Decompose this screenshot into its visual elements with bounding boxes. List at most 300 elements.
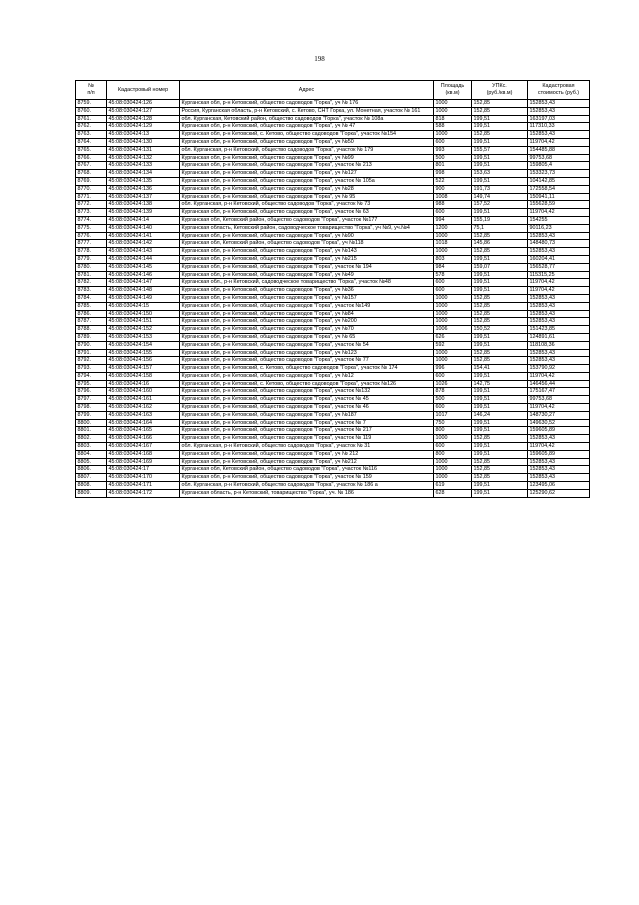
- row-num: 8768.: [76, 170, 107, 178]
- row-area: 998: [434, 170, 472, 178]
- row-cost: 90116,23: [528, 224, 590, 232]
- header-address: Адрес: [180, 81, 434, 100]
- row-upks: 153,63: [472, 170, 528, 178]
- row-cadastral: 45:08:030424:153: [107, 333, 180, 341]
- row-upks: 152,85: [472, 466, 528, 474]
- row-area: 1026: [434, 380, 472, 388]
- row-address: Курганская обл, р-н Кетовский, общество садоводов "Горка", уч №99: [180, 154, 434, 162]
- row-upks: 152,85: [472, 100, 528, 108]
- table-row: [76, 326, 590, 334]
- row-num: 8765.: [76, 146, 107, 154]
- row-area: 600: [434, 209, 472, 217]
- table-row: [76, 248, 590, 256]
- row-cost: 153323,73: [528, 170, 590, 178]
- table-row: [76, 170, 590, 178]
- row-address: Курганская обл, Кетовский район, общество садоводов "Горка", уч №118: [180, 240, 434, 248]
- row-address: Курганская обл, р-н Кетовский, с. Кетово, общество садоводов "Горка", участок № 174: [180, 365, 434, 373]
- row-cost: 99753,68: [528, 154, 590, 162]
- table-row: [76, 107, 590, 115]
- row-cadastral: 45:08:030424:155: [107, 349, 180, 357]
- row-area: 1000: [434, 232, 472, 240]
- row-num: 8785.: [76, 302, 107, 310]
- row-area: 803: [434, 255, 472, 263]
- row-upks: 75,1: [472, 224, 528, 232]
- table-row: [76, 115, 590, 123]
- table-row: [76, 427, 590, 435]
- row-area: 750: [434, 419, 472, 427]
- row-cost: 152853,43: [528, 248, 590, 256]
- row-num: 8767.: [76, 162, 107, 170]
- row-cost: 159605,89: [528, 427, 590, 435]
- table-row: [76, 411, 590, 419]
- row-upks: 149,74: [472, 193, 528, 201]
- table-row: [76, 177, 590, 185]
- row-area: 578: [434, 271, 472, 279]
- row-area: 1000: [434, 474, 472, 482]
- table-row: [76, 201, 590, 209]
- row-upks: 199,51: [472, 482, 528, 490]
- row-address: Курганская обл, р-н Кетовский, общество садоводов "Горка", уч №28: [180, 185, 434, 193]
- row-cost: 154255: [528, 216, 590, 224]
- table-row: [76, 279, 590, 287]
- row-cadastral: 45:08:030424:171: [107, 482, 180, 490]
- row-address: Курганская обл, Кетовский район, общество садоводов "Горка", участок №116: [180, 466, 434, 474]
- row-area: 1006: [434, 326, 472, 334]
- row-cost: 152853,43: [528, 435, 590, 443]
- row-cost: 159605,89: [528, 450, 590, 458]
- row-address: Курганская обл, р-н Кетовский, общество садоводов "Горка", участок №149: [180, 302, 434, 310]
- row-cost: 119704,42: [528, 209, 590, 217]
- row-cost: 152853,43: [528, 458, 590, 466]
- table-row: [76, 466, 590, 474]
- row-num: 8776.: [76, 232, 107, 240]
- table-row: [76, 349, 590, 357]
- row-cadastral: 45:08:030424:14: [107, 216, 180, 224]
- row-cost: 152853,43: [528, 349, 590, 357]
- row-cadastral: 45:08:030424:139: [107, 209, 180, 217]
- row-upks: 199,51: [472, 372, 528, 380]
- row-cadastral: 45:08:030424:157: [107, 365, 180, 373]
- table-row: [76, 435, 590, 443]
- table-row: [76, 224, 590, 232]
- row-upks: 152,85: [472, 458, 528, 466]
- row-cadastral: 45:08:030424:142: [107, 240, 180, 248]
- row-cost: 152853,43: [528, 131, 590, 139]
- row-num: 8806.: [76, 466, 107, 474]
- row-cadastral: 45:08:030424:154: [107, 341, 180, 349]
- table-row: [76, 294, 590, 302]
- row-upks: 155,57: [472, 146, 528, 154]
- row-cadastral: 45:08:030424:128: [107, 115, 180, 123]
- row-address: Курганская обл, р-н Кетовский, общество садоводов "Горка", уч №187: [180, 411, 434, 419]
- row-num: 8803.: [76, 443, 107, 451]
- row-cost: 146456,44: [528, 380, 590, 388]
- row-cadastral: 45:08:030424:161: [107, 396, 180, 404]
- row-cadastral: 45:08:030424:133: [107, 162, 180, 170]
- row-upks: 145,86: [472, 240, 528, 248]
- row-area: 1000: [434, 466, 472, 474]
- row-upks: 152,85: [472, 131, 528, 139]
- row-upks: 146,24: [472, 411, 528, 419]
- row-cadastral: 45:08:030424:166: [107, 435, 180, 443]
- row-area: 1000: [434, 435, 472, 443]
- row-cost: 152853,43: [528, 474, 590, 482]
- row-cost: 152853,43: [528, 318, 590, 326]
- row-address: обл. Курганская, р-н Кетовский, общество садоводов "Горка", участок № 186 а: [180, 482, 434, 490]
- row-cost: 152853,43: [528, 302, 590, 310]
- row-area: 626: [434, 333, 472, 341]
- row-cadastral: 45:08:030424:132: [107, 154, 180, 162]
- row-cost: 115315,25: [528, 271, 590, 279]
- row-upks: 199,51: [472, 404, 528, 412]
- table-row: [76, 450, 590, 458]
- row-address: обл. Курганская, Кетовский район, общество садоводов "Горка", участок № 108а: [180, 115, 434, 123]
- row-upks: 191,73: [472, 185, 528, 193]
- row-num: 8807.: [76, 474, 107, 482]
- row-cost: 99753,68: [528, 396, 590, 404]
- row-address: Курганская обл, р-н Кетовский, общество садоводов "Горка", участок № 77: [180, 357, 434, 365]
- row-num: 8787.: [76, 318, 107, 326]
- table-row: [76, 287, 590, 295]
- row-address: Курганская обл, р-н Кетовский, с. Кетово, общество садоводов "Горка", участок №154: [180, 131, 434, 139]
- row-cost: 119704,42: [528, 287, 590, 295]
- row-cost: 150941,11: [528, 193, 590, 201]
- row-cadastral: 45:08:030424:17: [107, 466, 180, 474]
- row-area: 1008: [434, 193, 472, 201]
- row-area: 800: [434, 427, 472, 435]
- row-area: 1000: [434, 318, 472, 326]
- row-cadastral: 45:08:030424:127: [107, 107, 180, 115]
- row-cost: 119704,42: [528, 443, 590, 451]
- row-cadastral: 45:08:030424:140: [107, 224, 180, 232]
- table-row: [76, 333, 590, 341]
- row-upks: 152,85: [472, 318, 528, 326]
- row-area: 878: [434, 388, 472, 396]
- row-num: 8782.: [76, 279, 107, 287]
- row-area: 592: [434, 341, 472, 349]
- row-cadastral: 45:08:030424:151: [107, 318, 180, 326]
- row-upks: 142,75: [472, 380, 528, 388]
- table-row: [76, 482, 590, 490]
- table-row: [76, 419, 590, 427]
- row-upks: 150,52: [472, 326, 528, 334]
- row-cost: 156528,77: [528, 263, 590, 271]
- row-num: 8793.: [76, 365, 107, 373]
- row-address: Курганская область, Кетовский район, садоводческое товарищество "Горка", уч №9, уч.№4: [180, 224, 434, 232]
- table-row: [76, 365, 590, 373]
- row-area: 1000: [434, 310, 472, 318]
- row-num: 8774.: [76, 216, 107, 224]
- row-address: Курганская обл, р-н Кетовский, общество садоводов "Горка", участок № 54: [180, 341, 434, 349]
- table-row: [76, 185, 590, 193]
- row-cadastral: 45:08:030424:13: [107, 131, 180, 139]
- row-upks: 199,51: [472, 427, 528, 435]
- row-area: 600: [434, 279, 472, 287]
- row-cost: 119704,42: [528, 372, 590, 380]
- row-num: 8802.: [76, 435, 107, 443]
- row-cadastral: 45:08:030424:15: [107, 302, 180, 310]
- row-upks: 155,19: [472, 216, 528, 224]
- table-row: [76, 302, 590, 310]
- row-area: 500: [434, 396, 472, 404]
- row-address: Курганская обл, р-н Кетовский, общество садоводов "Горка", участок № 45: [180, 396, 434, 404]
- row-cadastral: 45:08:030424:150: [107, 310, 180, 318]
- row-area: 988: [434, 201, 472, 209]
- row-cost: 152853,43: [528, 232, 590, 240]
- row-address: Курганская обл, р-н Кетовский, общество садоводов "Горка", участок № 46: [180, 404, 434, 412]
- table-row: [76, 404, 590, 412]
- row-address: Курганская обл, р-н Кетовский, общество садоводов "Горка", участок №132: [180, 388, 434, 396]
- row-area: 801: [434, 162, 472, 170]
- row-cost: 119704,42: [528, 404, 590, 412]
- row-num: 8808.: [76, 482, 107, 490]
- row-num: 8791.: [76, 349, 107, 357]
- row-cadastral: 45:08:030424:164: [107, 419, 180, 427]
- row-cadastral: 45:08:030424:141: [107, 232, 180, 240]
- row-cadastral: 45:08:030424:136: [107, 185, 180, 193]
- row-cost: 149630,52: [528, 419, 590, 427]
- row-upks: 152,85: [472, 349, 528, 357]
- row-address: Курганская область, р-н Кетовский, товарищество "Горка", уч. № 186: [180, 489, 434, 497]
- row-cadastral: 45:08:030424:138: [107, 201, 180, 209]
- row-cost: 163197,03: [528, 115, 590, 123]
- row-num: 8798.: [76, 404, 107, 412]
- table-row: [76, 240, 590, 248]
- row-cadastral: 45:08:030424:135: [107, 177, 180, 185]
- row-cadastral: 45:08:030424:130: [107, 138, 180, 146]
- row-num: 8786.: [76, 310, 107, 318]
- row-cost: 152853,43: [528, 357, 590, 365]
- row-cadastral: 45:08:030424:137: [107, 193, 180, 201]
- row-num: 8760.: [76, 107, 107, 115]
- row-cadastral: 45:08:030424:172: [107, 489, 180, 497]
- row-area: 993: [434, 146, 472, 154]
- row-upks: 199,51: [472, 271, 528, 279]
- row-upks: 152,85: [472, 302, 528, 310]
- row-area: 1000: [434, 458, 472, 466]
- row-num: 8766.: [76, 154, 107, 162]
- row-address: Курганская обл, р-н Кетовский, общество садоводов "Горка", уч №50: [180, 138, 434, 146]
- row-upks: 152,85: [472, 435, 528, 443]
- row-address: Курганская обл, р-н Кетовский, общество садоводов "Горка", уч № 47: [180, 123, 434, 131]
- row-cadastral: 45:08:030424:156: [107, 357, 180, 365]
- row-num: 8759.: [76, 100, 107, 108]
- row-address: обл. Курганская, р-н Кетовский, общество садоводов "Горка", участок № 31: [180, 443, 434, 451]
- row-upks: 199,51: [472, 287, 528, 295]
- table-row: [76, 255, 590, 263]
- row-num: 8805.: [76, 458, 107, 466]
- header-cadastral: Кадастровый номер: [107, 81, 180, 100]
- table-row: [76, 372, 590, 380]
- row-num: 8764.: [76, 138, 107, 146]
- table-row: [76, 443, 590, 451]
- row-upks: 199,51: [472, 388, 528, 396]
- row-address: Курганская обл, р-н Кетовский, общество садоводов "Горка", участок № 213: [180, 162, 434, 170]
- table-row: [76, 123, 590, 131]
- row-num: 8780.: [76, 263, 107, 271]
- table-header-row: [76, 81, 590, 100]
- row-cadastral: 45:08:030424:16: [107, 380, 180, 388]
- row-upks: 152,85: [472, 474, 528, 482]
- row-address: Курганская обл, р-н Кетовский, общество садоводов "Горка", участок № 63: [180, 209, 434, 217]
- row-address: Курганская обл, р-н Кетовский, общество садоводов "Горка", уч № 95: [180, 193, 434, 201]
- table-row: [76, 131, 590, 139]
- row-num: 8784.: [76, 294, 107, 302]
- row-cadastral: 45:08:030424:134: [107, 170, 180, 178]
- row-upks: 152,85: [472, 294, 528, 302]
- row-area: 600: [434, 443, 472, 451]
- row-upks: 199,51: [472, 255, 528, 263]
- row-num: 8800.: [76, 419, 107, 427]
- row-area: 1000: [434, 349, 472, 357]
- row-cost: 154485,88: [528, 146, 590, 154]
- row-upks: 199,51: [472, 154, 528, 162]
- row-num: 8799.: [76, 411, 107, 419]
- row-area: 900: [434, 185, 472, 193]
- row-upks: 152,85: [472, 248, 528, 256]
- table-body: [76, 100, 590, 498]
- row-address: Курганская обл, р-н Кетовский, общество садоводов "Горка", уч № 212: [180, 450, 434, 458]
- row-num: 8788.: [76, 326, 107, 334]
- row-upks: 199,51: [472, 138, 528, 146]
- row-num: 8801.: [76, 427, 107, 435]
- row-num: 8779.: [76, 255, 107, 263]
- row-num: 8781.: [76, 271, 107, 279]
- row-area: 996: [434, 365, 472, 373]
- row-address: Курганская обл, р-н Кетовский, общество садоводов "Горка", уч №70: [180, 326, 434, 334]
- row-address: обл. Курганская, р-н Кетовский, общество садоводов "Горка", участок № 73: [180, 201, 434, 209]
- table-row: [76, 263, 590, 271]
- row-area: 600: [434, 404, 472, 412]
- row-cost: 159805,4: [528, 162, 590, 170]
- row-cadastral: 45:08:030424:131: [107, 146, 180, 154]
- row-cost: 151423,85: [528, 326, 590, 334]
- row-cost: 152853,43: [528, 107, 590, 115]
- row-cadastral: 45:08:030424:168: [107, 450, 180, 458]
- row-upks: 199,51: [472, 115, 528, 123]
- row-upks: 199,51: [472, 489, 528, 497]
- row-num: 8809.: [76, 489, 107, 497]
- row-cost: 123495,06: [528, 482, 590, 490]
- table-row: [76, 474, 590, 482]
- row-area: 984: [434, 263, 472, 271]
- table-row: [76, 154, 590, 162]
- row-address: Курганская обл, Кетовский район, общество садоводов "Горка", участок №177: [180, 216, 434, 224]
- row-upks: 199,51: [472, 162, 528, 170]
- table-row: [76, 357, 590, 365]
- row-num: 8789.: [76, 333, 107, 341]
- row-area: 1018: [434, 240, 472, 248]
- row-address: Курганская обл, р-н Кетовский, общество садоводов "Горка", уч №143: [180, 248, 434, 256]
- row-num: 8773.: [76, 209, 107, 217]
- row-address: Курганская обл, р-н Кетовский, общество садоводов "Горка", уч № 176: [180, 100, 434, 108]
- row-area: 588: [434, 123, 472, 131]
- row-cost: 117310,33: [528, 123, 590, 131]
- row-address: Курганская обл, р-н Кетовский, общество садоводов "Горка", уч №36: [180, 287, 434, 295]
- row-cadastral: 45:08:030424:144: [107, 255, 180, 263]
- row-num: 8804.: [76, 450, 107, 458]
- row-area: 1000: [434, 302, 472, 310]
- row-cost: 148730,27: [528, 411, 590, 419]
- cadastral-table: [75, 80, 590, 498]
- row-cadastral: 45:08:030424:167: [107, 443, 180, 451]
- row-upks: 152,85: [472, 310, 528, 318]
- row-address: Курганская обл, р-н Кетовский, общество садоводов "Горка", уч №12: [180, 372, 434, 380]
- table-row: [76, 396, 590, 404]
- row-cost: 152853,43: [528, 310, 590, 318]
- row-area: 1000: [434, 294, 472, 302]
- row-area: 994: [434, 216, 472, 224]
- row-cadastral: 45:08:030424:146: [107, 271, 180, 279]
- row-cost: 125290,62: [528, 489, 590, 497]
- row-address: Курганская обл, р-н Кетовский, общество садоводов "Горка", участок № 119: [180, 435, 434, 443]
- row-num: 8772.: [76, 201, 107, 209]
- table-row: [76, 209, 590, 217]
- row-area: 1000: [434, 100, 472, 108]
- table-row: [76, 100, 590, 108]
- row-cost: 160204,41: [528, 255, 590, 263]
- row-area: 628: [434, 489, 472, 497]
- row-area: 600: [434, 138, 472, 146]
- row-upks: 159,07: [472, 263, 528, 271]
- row-area: 818: [434, 115, 472, 123]
- row-cadastral: 45:08:030424:148: [107, 287, 180, 295]
- row-cost: 148480,73: [528, 240, 590, 248]
- header-cost: Кадастровая стоимость (руб.): [528, 81, 590, 100]
- row-cost: 118108,36: [528, 341, 590, 349]
- row-cadastral: 45:08:030424:158: [107, 372, 180, 380]
- row-address: Курганская обл, р-н Кетовский, общество садоводов "Горка", уч №49: [180, 271, 434, 279]
- row-address: Курганская обл, р-н Кетовский, общество садоводов "Горка", уч №212: [180, 458, 434, 466]
- row-upks: 199,51: [472, 396, 528, 404]
- page-number: 198: [314, 55, 325, 63]
- row-area: 600: [434, 372, 472, 380]
- table-row: [76, 489, 590, 497]
- row-upks: 199,51: [472, 419, 528, 427]
- table-row: [76, 162, 590, 170]
- row-cadastral: 45:08:030424:152: [107, 326, 180, 334]
- row-address: Курганская обл, р-н Кетовский, общество садоводов "Горка", участок № 105а: [180, 177, 434, 185]
- row-area: 1000: [434, 357, 472, 365]
- header-num: № п/п: [76, 81, 107, 100]
- row-address: Курганская обл, р-н Кетовский, общество садоводов "Горка", уч №200: [180, 318, 434, 326]
- table-row: [76, 216, 590, 224]
- row-num: 8794.: [76, 372, 107, 380]
- row-upks: 152,85: [472, 107, 528, 115]
- table-row: [76, 380, 590, 388]
- row-upks: 199,51: [472, 177, 528, 185]
- row-area: 522: [434, 177, 472, 185]
- row-cost: 153790,92: [528, 365, 590, 373]
- row-cadastral: 45:08:030424:143: [107, 248, 180, 256]
- row-cadastral: 45:08:030424:163: [107, 411, 180, 419]
- row-num: 8777.: [76, 240, 107, 248]
- row-cadastral: 45:08:030424:147: [107, 279, 180, 287]
- row-address: Курганская обл, р-н Кетовский, общество садоводов "Горка", уч №90: [180, 232, 434, 240]
- row-address: обл. Курганская, р-н Кетовский, общество садоводов "Горка", участок № 179: [180, 146, 434, 154]
- table-row: [76, 388, 590, 396]
- row-upks: 199,51: [472, 443, 528, 451]
- row-address: Курганская обл, р-н Кетовский, общество садоводов "Горка", уч № 65: [180, 333, 434, 341]
- row-area: 1017: [434, 411, 472, 419]
- row-num: 8769.: [76, 177, 107, 185]
- row-upks: 157,52: [472, 201, 528, 209]
- row-address: Курганская обл, р-н Кетовский, общество садоводов "Горка", участок № 7: [180, 419, 434, 427]
- row-upks: 152,85: [472, 232, 528, 240]
- row-cost: 155628,59: [528, 201, 590, 209]
- row-cost: 152853,43: [528, 466, 590, 474]
- row-cost: 152853,43: [528, 294, 590, 302]
